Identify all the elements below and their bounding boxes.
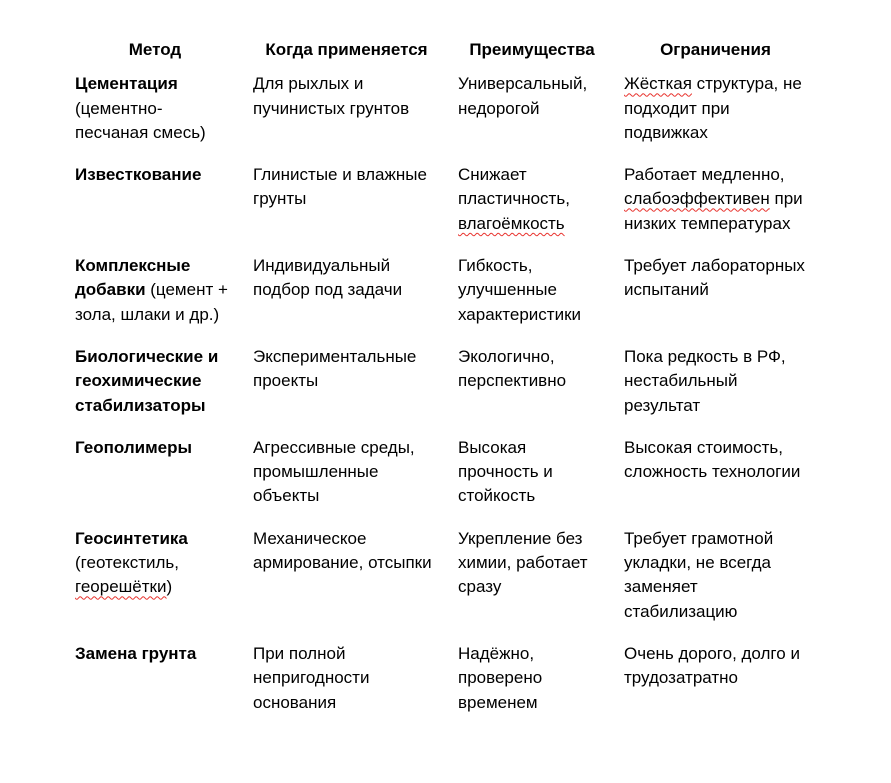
- table-row: [66, 71, 816, 162]
- spellcheck-marked-word[interactable]: слабоэффективен: [624, 189, 770, 209]
- table-row: [66, 253, 816, 344]
- when-cell: Для рыхлых и пучинистых грунтов: [253, 74, 410, 118]
- method-cell: [66, 71, 244, 162]
- method-note: (геотекстиль,: [75, 553, 179, 573]
- pros-cell: Надёжно, проверено временем: [458, 643, 543, 712]
- table-row: [66, 344, 816, 435]
- table-header: [66, 32, 816, 71]
- table-row: [66, 641, 816, 732]
- method-note: ): [166, 577, 173, 597]
- pros-cell: Гибкость, улучшенные характеристики: [458, 256, 582, 324]
- method-name: Геополимеры: [75, 437, 193, 457]
- pros-cell: Универсальный, недорогой: [458, 74, 588, 118]
- cons-cell: [615, 71, 816, 162]
- method-name: Замена грунта: [75, 643, 197, 663]
- method-note: (цементно-песчаная смесь): [75, 98, 206, 142]
- method-name: Геосинтетика: [75, 528, 188, 548]
- cons-text: при низких температурах: [624, 189, 803, 233]
- when-cell: При полной непригодности основания: [253, 643, 370, 712]
- method-name: Известкование: [75, 165, 202, 185]
- pros-cell: [449, 162, 615, 253]
- table-body: [66, 71, 816, 732]
- method-name: Комплексные добавки: [75, 256, 191, 300]
- method-cell: [66, 162, 244, 253]
- cons-cell: Пока редкость в РФ, нестабильный результат: [624, 346, 786, 415]
- cons-text: Работает медленно,: [624, 165, 785, 185]
- header-when: Когда применяется: [265, 40, 428, 59]
- cons-text: структура, не подходит при подвижках: [624, 74, 802, 142]
- method-name: Цементация: [75, 74, 178, 94]
- table-row: [66, 435, 816, 526]
- pros-text: Снижает пластичность,: [458, 165, 570, 209]
- method-cell: [66, 253, 244, 344]
- header-cons: Ограничения: [660, 40, 771, 59]
- when-cell: Агрессивные среды, промышленные объекты: [253, 437, 415, 506]
- method-cell: [66, 641, 244, 732]
- cons-cell: Требует грамотной укладки, не всегда заменяет стабилизацию: [624, 528, 774, 621]
- spellcheck-marked-word[interactable]: георешётки: [75, 577, 167, 597]
- cons-cell: [615, 162, 816, 253]
- when-cell: Экспериментальные проекты: [253, 346, 417, 391]
- pros-cell: Экологично, перспективно: [458, 346, 567, 391]
- pros-cell: Укрепление без химии, работает сразу: [458, 528, 588, 597]
- stabilization-methods-table: [66, 32, 816, 732]
- method-cell: [66, 435, 244, 526]
- header-method: Метод: [128, 40, 182, 59]
- table-row: [66, 162, 816, 253]
- pros-cell: Высокая прочность и стойкость: [458, 437, 553, 506]
- spellcheck-marked-word[interactable]: влагоёмкость: [458, 213, 565, 233]
- cons-cell: Высокая стоимость, сложность технологии: [624, 437, 801, 482]
- cons-cell: Очень дорого, долго и трудозатратно: [624, 643, 800, 688]
- method-note: (цемент + зола, шлаки и др.): [75, 280, 228, 324]
- when-cell: Индивидуальный подбор под задачи: [253, 256, 403, 300]
- table-row: [66, 526, 816, 641]
- when-cell: Глинистые и влажные грунты: [253, 165, 427, 209]
- header-pros: Преимущества: [469, 40, 595, 59]
- method-cell: [66, 526, 244, 641]
- method-cell: [66, 344, 244, 435]
- when-cell: Механическое армирование, отсыпки: [253, 528, 432, 573]
- spellcheck-marked-word[interactable]: Жёсткая: [624, 74, 692, 94]
- method-name: Биологические и геохимические стабилизаторы: [75, 346, 219, 415]
- cons-cell: Требует лабораторных испытаний: [624, 256, 805, 300]
- header-row: [66, 32, 816, 71]
